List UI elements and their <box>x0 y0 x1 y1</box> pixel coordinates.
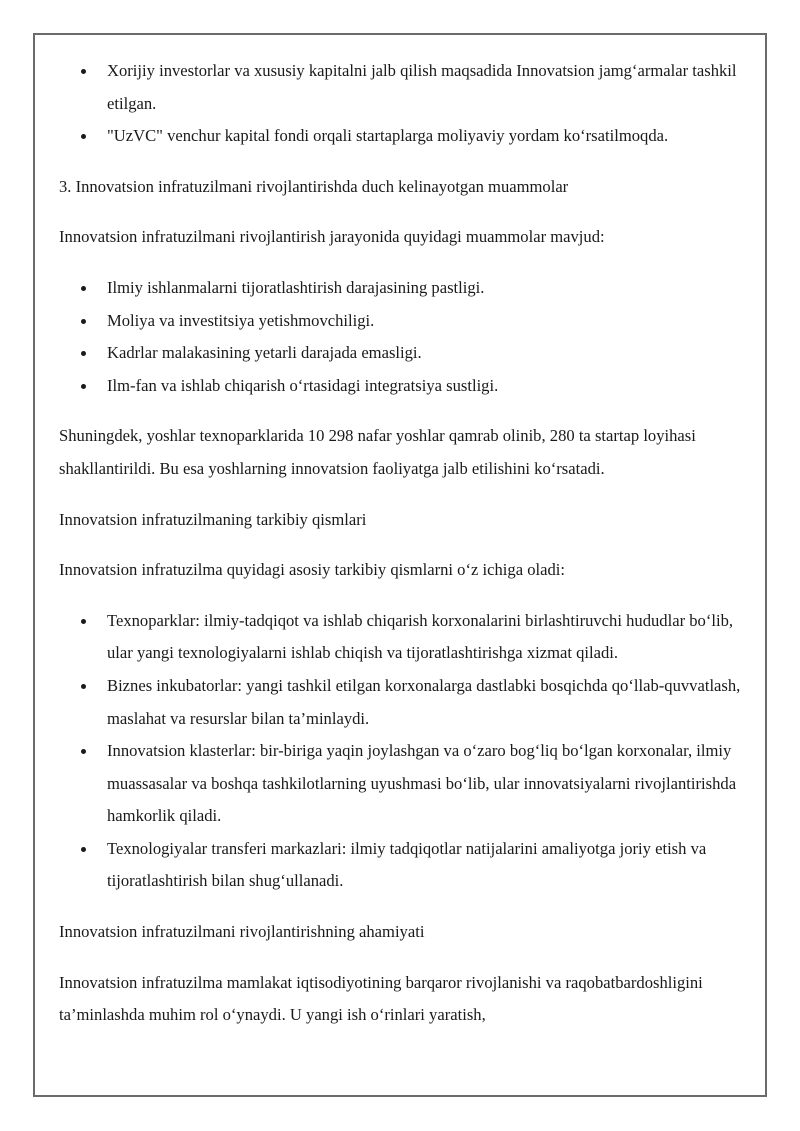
problems-list <box>59 272 743 402</box>
list-item: Xorijiy investorlar va xususiy kapitalni jalb qilish maqsadida Innovatsion jamg‘armalar tashkil etilgan. <box>107 55 743 120</box>
list-item: Texnoparklar: ilmiy-tadqiqot va ishlab chiqarish korxonalarini birlashtiruvchi hududlar bo‘lib, ular yangi texnologiyalarni ishlab chiqish va tijoratlashtirishga xizmat qiladi. <box>107 605 743 670</box>
list-item: Moliya va investitsiya yetishmovchiligi. <box>107 305 743 338</box>
section-heading-components: Innovatsion infratuzilmaning tarkibiy qismlari <box>59 509 367 529</box>
problems-intro: Innovatsion infratuzilmani rivojlantirish jarayonida quyidagi muammolar mavjud: <box>59 227 605 247</box>
list-item: Kadrlar malakasining yetarli darajada emasligi. <box>107 337 743 370</box>
list-item: Texnologiyalar transferi markazlari: ilmiy tadqiqotlar natijalarini amaliyotga joriy etish va tijoratlashtirish bilan shug‘ullanadi. <box>107 833 743 898</box>
components-list <box>59 605 743 898</box>
list-item: Innovatsion klasterlar: bir-biriga yaqin joylashgan va o‘zaro bog‘liq bo‘lgan korxonalar, ilmiy muassasalar va boshqa tashkilotlarning uyushmasi bo‘lib, ular innovatsiyalarni rivojlantirishda hamkorlik qiladi. <box>107 735 743 833</box>
section-heading-importance: Innovatsion infratuzilmani rivojlantirishning ahamiyati <box>59 922 425 942</box>
section-heading-problems: 3. Innovatsion infratuzilmani rivojlantirishda duch kelinayotgan muammolar <box>59 176 569 196</box>
document-page <box>33 33 767 1097</box>
list-item: Ilmiy ishlanmalarni tijoratlashtirish darajasining pastligi. <box>107 272 743 305</box>
youth-paragraph: Shuningdek, yoshlar texnoparklarida 10 298 nafar yoshlar qamrab olinib, 280 ta startap loyihasi shakllantirildi. Bu esa yoshlarning innovatsion faoliyatga jalb etilishini ko‘rsatadi. <box>59 426 696 478</box>
document-body <box>59 55 743 1032</box>
list-item: Biznes inkubatorlar: yangi tashkil etilgan korxonalarga dastlabki bosqichda qo‘llab-quvvatlash, maslahat va resurslar bilan ta’minlaydi. <box>107 670 743 735</box>
list-item: "UzVC" venchur kapital fondi orqali startaplarga moliyaviy yordam ko‘rsatilmoqda. <box>107 120 743 153</box>
funds-list <box>59 55 743 153</box>
components-intro: Innovatsion infratuzilma quyidagi asosiy tarkibiy qismlarni o‘z ichiga oladi: <box>59 560 565 580</box>
importance-paragraph: Innovatsion infratuzilma mamlakat iqtisodiyotining barqaror rivojlanishi va raqobatbardoshligini ta’minlashda muhim rol o‘ynaydi. U yangi ish o‘rinlari yaratish, <box>59 972 703 1025</box>
list-item: Ilm-fan va ishlab chiqarish o‘rtasidagi integratsiya sustligi. <box>107 370 743 403</box>
